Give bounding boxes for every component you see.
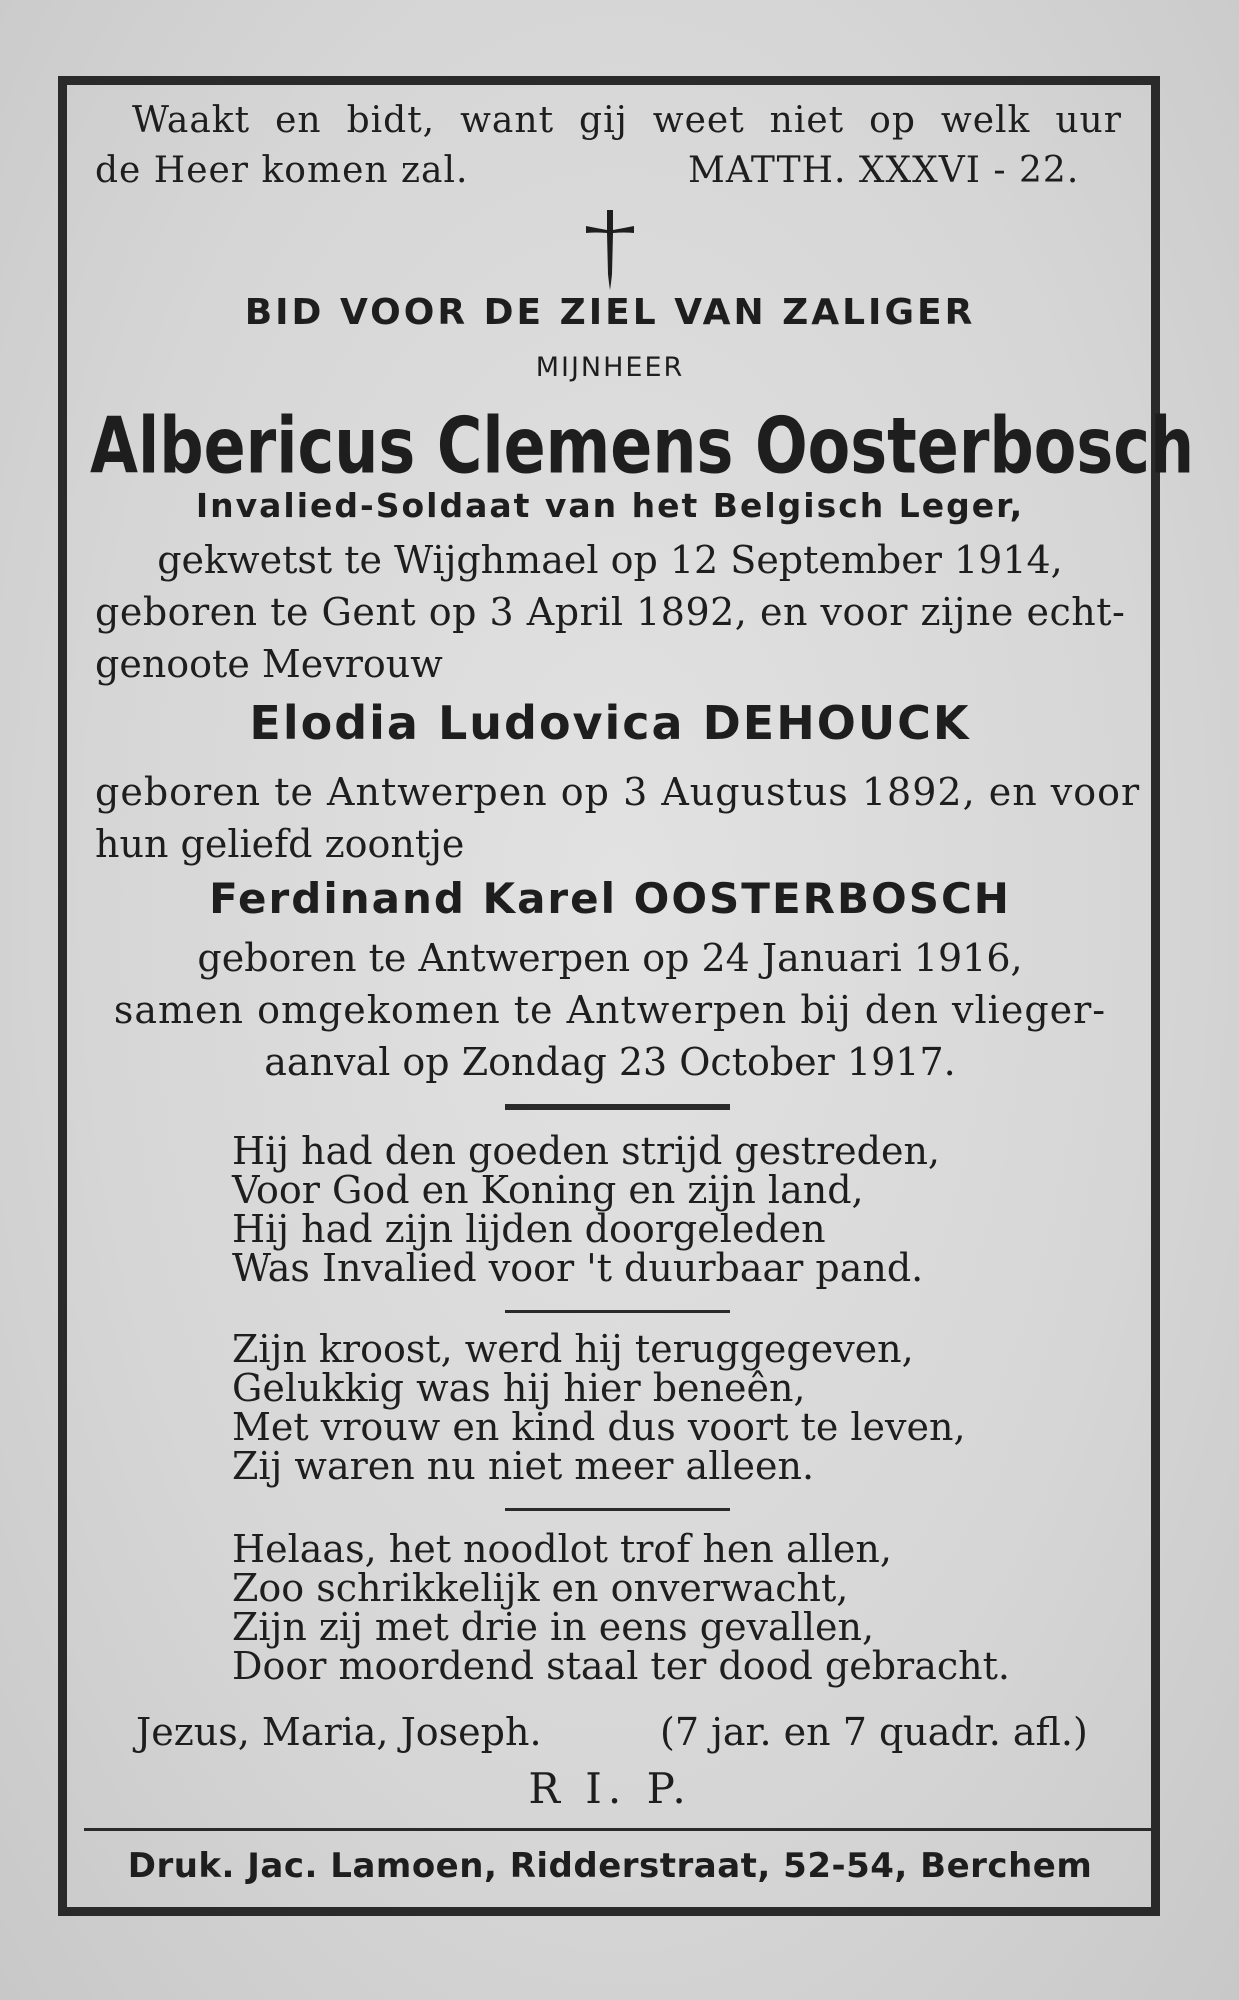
honorific: MIJNHEER	[535, 352, 685, 383]
poem-stanza-2: Zijn kroost, werd hij teruggegeven, Gelukkig was hij hier beneên, Met vrouw en kind dus voort te leven, Zij waren nu niet meer alleen.	[232, 1327, 966, 1488]
invocation: Jezus, Maria, Joseph.	[136, 1710, 542, 1754]
epigraph-line-1: Waakt en bidt, want gij weet niet op welk uur	[132, 100, 1122, 141]
rip: R I. P.	[528, 1764, 692, 1813]
son-intro: hun geliefd zoontje	[95, 822, 465, 866]
wife-name: Elodia Ludovica DEHOUCK	[249, 696, 971, 750]
divider-2	[505, 1310, 730, 1313]
epigraph-line-2: de Heer komen zal.	[95, 150, 469, 191]
son-name: Ferdinand Karel OOSTERBOSCH	[209, 874, 1011, 923]
son-birth-line: geboren te Antwerpen op 24 Januari 1916,	[197, 936, 1023, 980]
wife-birth-line: geboren te Antwerpen op 3 Augustus 1892, en voor	[95, 770, 1141, 814]
indulgence-note: (7 jar. en 7 quadr. afl.)	[660, 1710, 1088, 1754]
death-line-1: samen omgekomen te Antwerpen bij den vlieger-	[113, 988, 1107, 1032]
prayer-heading: BID VOOR DE ZIEL VAN ZALIGER	[244, 292, 976, 333]
bible-reference: MATTH. XXXVI - 22.	[688, 150, 1080, 191]
printer-divider	[84, 1828, 1154, 1831]
poem-stanza-3: Helaas, het noodlot trof hen allen, Zoo schrikkelijk en onverwacht, Zijn zij met drie in eens gevallen, Door moordend staal ter dood gebracht.	[232, 1527, 1010, 1688]
wife-intro: genoote Mevrouw	[95, 642, 443, 686]
cross-icon	[580, 208, 640, 292]
divider-1	[505, 1104, 730, 1110]
birth-line: geboren te Gent op 3 April 1892, en voor zijne echt-	[95, 590, 1126, 634]
death-line-2: aanval op Zondag 23 October 1917.	[264, 1040, 956, 1084]
deceased-rank: Invalied-Soldaat van het Belgisch Leger,	[195, 486, 1025, 525]
poem-stanza-1: Hij had den goeden strijd gestreden, Voor God en Koning en zijn land, Hij had zijn lijden doorgeleden Was Invalied voor 't duurbaar pand.	[232, 1129, 940, 1290]
deceased-name: Albericus Clemens Oosterbosch	[90, 400, 1195, 492]
wounded-line: gekwetst te Wijghmael op 12 September 1914,	[157, 538, 1063, 582]
divider-3	[505, 1508, 730, 1511]
printer-imprint: Druk. Jac. Lamoen, Ridderstraat, 52-54, Berchem	[127, 1846, 1093, 1886]
